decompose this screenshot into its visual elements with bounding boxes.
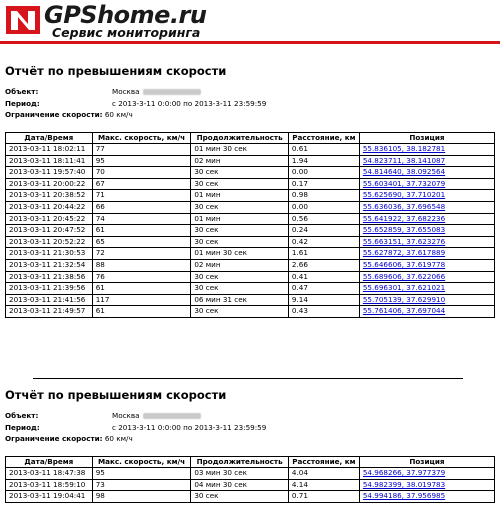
table-row [6, 271, 495, 283]
speed-report-2 [5, 388, 495, 503]
position-cell [359, 479, 494, 491]
table-row [6, 479, 495, 491]
report-meta [5, 86, 495, 121]
speed-table [5, 132, 495, 319]
position-cell [359, 225, 494, 237]
position-cell [359, 144, 494, 156]
position-link[interactable]: 54.994186, 37.956985 [362, 491, 446, 501]
position-link[interactable]: 55.646606, 37.619778 [362, 260, 446, 270]
position-link[interactable]: 55.627872, 37.617889 [362, 248, 446, 258]
position-cell [359, 306, 494, 318]
position-cell [359, 294, 494, 306]
table-row [6, 294, 495, 306]
duration-cell: 30 сек [191, 283, 289, 295]
max-speed-cell: 72 [92, 248, 191, 260]
table-row [6, 236, 495, 248]
table-row [6, 468, 495, 480]
period-label: Период: [5, 98, 40, 108]
column-header: Расстояние, км [288, 456, 359, 468]
duration-cell: 01 мин 30 сек [191, 248, 289, 260]
position-link[interactable]: 55.641922, 37.682236 [362, 213, 446, 223]
position-link[interactable]: 55.705139, 37.629910 [362, 294, 446, 304]
logo-domain-text: home.ru [97, 1, 207, 29]
duration-cell: 30 сек [191, 178, 289, 190]
position-link[interactable]: 54.968266, 37.977379 [362, 468, 446, 478]
datetime-cell: 2013-03-11 18:47:38 [6, 468, 93, 480]
max-speed-cell: 61 [92, 225, 191, 237]
duration-cell: 30 сек [191, 236, 289, 248]
duration-cell: 02 мин [191, 260, 289, 272]
position-link[interactable]: 54.814640, 38.092564 [362, 167, 446, 177]
position-cell [359, 213, 494, 225]
table-row [6, 260, 495, 272]
position-link[interactable]: 55.625690, 37.710201 [362, 190, 446, 200]
max-speed-cell: 61 [92, 283, 191, 295]
max-speed-cell: 95 [92, 155, 191, 167]
report-separator [33, 378, 463, 379]
column-header: Позиция [359, 132, 494, 144]
speed-limit-value: 60 км/ч [104, 110, 133, 119]
speed-limit-label: Ограничение скорости: [5, 110, 103, 119]
table-body [6, 144, 495, 318]
datetime-cell: 2013-03-11 21:32:54 [6, 260, 93, 272]
distance-cell: 0.00 [288, 202, 359, 214]
datetime-cell: 2013-03-11 19:04:41 [6, 491, 93, 503]
redacted-mark [143, 89, 201, 95]
distance-cell: 0.56 [288, 213, 359, 225]
table-row [6, 178, 495, 190]
datetime-cell: 2013-03-11 18:02:11 [6, 144, 93, 156]
position-link[interactable]: 55.761406, 37.697044 [362, 306, 446, 316]
table-body [6, 468, 495, 503]
position-cell [359, 167, 494, 179]
position-link[interactable]: 55.636036, 37.696548 [362, 202, 446, 212]
distance-cell: 0.00 [288, 167, 359, 179]
table-header-row [6, 132, 495, 144]
period-value: с 2013-3-11 0:0:00 по 2013-3-11 23:59:59 [112, 422, 267, 432]
datetime-cell: 2013-03-11 21:39:56 [6, 283, 93, 295]
report-title: Отчёт по превышениям скорости [5, 388, 227, 402]
datetime-cell: 2013-03-11 20:47:52 [6, 225, 93, 237]
datetime-cell: 2013-03-11 20:00:22 [6, 178, 93, 190]
duration-cell: 30 сек [191, 167, 289, 179]
datetime-cell: 2013-03-11 20:45:22 [6, 213, 93, 225]
table-row [6, 225, 495, 237]
duration-cell: 30 сек [191, 306, 289, 318]
object-value: Москва [112, 86, 201, 98]
object-label: Объект: [5, 411, 39, 420]
distance-cell: 1.61 [288, 248, 359, 260]
datetime-cell: 2013-03-11 21:30:53 [6, 248, 93, 260]
datetime-cell: 2013-03-11 19:57:40 [6, 167, 93, 179]
column-header: Макс. скорость, км/ч [92, 456, 191, 468]
logo-gps-text: GPS [44, 1, 98, 29]
column-header: Дата/Время [6, 456, 93, 468]
report-meta [5, 410, 495, 445]
table-row [6, 155, 495, 167]
position-link[interactable]: 55.836105, 38.182781 [362, 144, 446, 154]
logo-subtitle: Сервис мониторинга [52, 25, 201, 40]
max-speed-cell: 66 [92, 202, 191, 214]
max-speed-cell: 98 [92, 491, 191, 503]
header-divider [0, 41, 500, 44]
speed-report-1 [5, 64, 495, 318]
table-header-row [6, 456, 495, 468]
position-cell [359, 283, 494, 295]
object-value: Москва [112, 410, 201, 422]
position-link[interactable]: 55.652859, 37.655083 [362, 225, 446, 235]
max-speed-cell: 67 [92, 178, 191, 190]
duration-cell: 03 мин 30 сек [191, 468, 289, 480]
speed-limit-label: Ограничение скорости: [5, 434, 103, 443]
distance-cell: 4.14 [288, 479, 359, 491]
position-link[interactable]: 55.603401, 37.732079 [362, 178, 446, 188]
table-row [6, 248, 495, 260]
distance-cell: 0.17 [288, 178, 359, 190]
table-row [6, 202, 495, 214]
max-speed-cell: 74 [92, 213, 191, 225]
distance-cell: 1.94 [288, 155, 359, 167]
max-speed-cell: 117 [92, 294, 191, 306]
duration-cell: 30 сек [191, 202, 289, 214]
max-speed-cell: 77 [92, 144, 191, 156]
duration-cell: 01 мин 30 сек [191, 144, 289, 156]
distance-cell: 0.71 [288, 491, 359, 503]
position-link[interactable]: 54.823711, 38.141087 [362, 155, 446, 165]
position-link[interactable]: 54.982399, 38.019783 [362, 479, 446, 489]
position-cell [359, 202, 494, 214]
duration-cell: 06 мин 31 сек [191, 294, 289, 306]
distance-cell: 0.47 [288, 283, 359, 295]
position-cell [359, 248, 494, 260]
redacted-mark [143, 413, 201, 419]
table-row [6, 144, 495, 156]
datetime-cell: 2013-03-11 20:44:22 [6, 202, 93, 214]
table-row [6, 213, 495, 225]
max-speed-cell: 61 [92, 306, 191, 318]
position-cell [359, 260, 494, 272]
position-cell [359, 491, 494, 503]
position-link[interactable]: 55.663151, 37.623276 [362, 236, 446, 246]
period-label: Период: [5, 422, 40, 432]
distance-cell: 2.66 [288, 260, 359, 272]
max-speed-cell: 71 [92, 190, 191, 202]
table-row [6, 167, 495, 179]
duration-cell: 30 сек [191, 225, 289, 237]
distance-cell: 9.14 [288, 294, 359, 306]
logo-mark-icon [6, 6, 40, 34]
datetime-cell: 2013-03-11 18:59:10 [6, 479, 93, 491]
table-row [6, 306, 495, 318]
datetime-cell: 2013-03-11 20:38:52 [6, 190, 93, 202]
position-cell [359, 155, 494, 167]
position-cell [359, 271, 494, 283]
column-header: Расстояние, км [288, 132, 359, 144]
table-row [6, 283, 495, 295]
report-title: Отчёт по превышениям скорости [5, 64, 227, 78]
datetime-cell: 2013-03-11 21:49:57 [6, 306, 93, 318]
distance-cell: 0.61 [288, 144, 359, 156]
max-speed-cell: 76 [92, 271, 191, 283]
speed-limit-value: 60 км/ч [104, 434, 133, 443]
max-speed-cell: 65 [92, 236, 191, 248]
period-value: с 2013-3-11 0:0:00 по 2013-3-11 23:59:59 [112, 98, 267, 108]
duration-cell: 04 мин 30 сек [191, 479, 289, 491]
table-row [6, 491, 495, 503]
position-cell [359, 178, 494, 190]
column-header: Продолжительность [191, 456, 289, 468]
datetime-cell: 2013-03-11 20:52:22 [6, 236, 93, 248]
position-cell [359, 468, 494, 480]
position-link[interactable]: 55.689606, 37.622066 [362, 271, 446, 281]
column-header: Макс. скорость, км/ч [92, 132, 191, 144]
distance-cell: 4.04 [288, 468, 359, 480]
site-header [0, 0, 500, 40]
datetime-cell: 2013-03-11 21:38:56 [6, 271, 93, 283]
object-label: Объект: [5, 87, 39, 96]
max-speed-cell: 73 [92, 479, 191, 491]
column-header: Продолжительность [191, 132, 289, 144]
distance-cell: 0.42 [288, 236, 359, 248]
datetime-cell: 2013-03-11 21:41:56 [6, 294, 93, 306]
position-link[interactable]: 55.696301, 37.621021 [362, 283, 446, 293]
duration-cell: 30 сек [191, 271, 289, 283]
max-speed-cell: 70 [92, 167, 191, 179]
distance-cell: 0.98 [288, 190, 359, 202]
duration-cell: 02 мин [191, 155, 289, 167]
position-cell [359, 236, 494, 248]
distance-cell: 0.24 [288, 225, 359, 237]
duration-cell: 30 сек [191, 491, 289, 503]
distance-cell: 0.43 [288, 306, 359, 318]
duration-cell: 01 мин [191, 213, 289, 225]
column-header: Дата/Время [6, 132, 93, 144]
column-header: Позиция [359, 456, 494, 468]
table-row [6, 190, 495, 202]
duration-cell: 01 мин [191, 190, 289, 202]
distance-cell: 0.41 [288, 271, 359, 283]
datetime-cell: 2013-03-11 18:11:41 [6, 155, 93, 167]
max-speed-cell: 95 [92, 468, 191, 480]
position-cell [359, 190, 494, 202]
speed-table [5, 456, 495, 503]
max-speed-cell: 88 [92, 260, 191, 272]
